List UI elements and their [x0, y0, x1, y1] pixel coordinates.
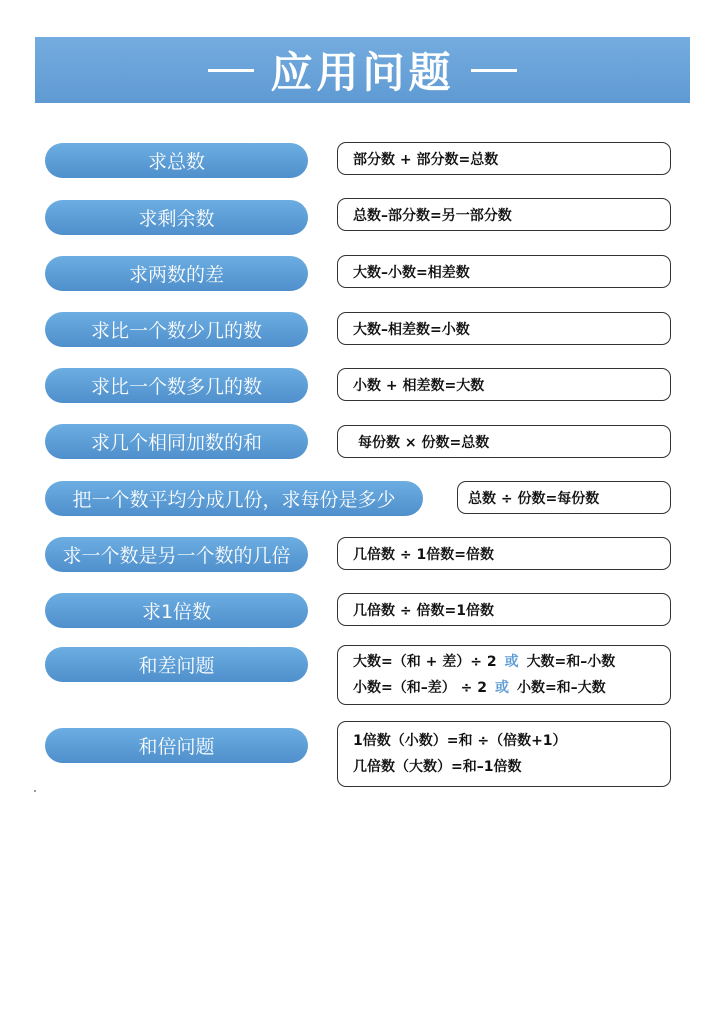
label-pill: 求比一个数多几的数 — [45, 368, 308, 403]
formula-box: 小数 + 相差数=大数 — [337, 368, 671, 401]
label-pill: 和差问题 — [45, 647, 308, 682]
formula-line — [353, 675, 670, 701]
formula-text: 大数=（和 + 差）÷ 2 — [353, 654, 497, 670]
formula-text: 小数=和–大数 — [516, 680, 606, 696]
page-title-text: 应用问题 — [270, 48, 455, 97]
or-word: 或 — [504, 654, 519, 670]
formula-text: 小数=（和–差） ÷ 2 — [353, 680, 487, 696]
formula-box — [337, 721, 671, 787]
page-title — [192, 40, 532, 100]
label-pill: 求几个相同加数的和 — [45, 424, 308, 459]
formula-box: 部分数 + 部分数=总数 — [337, 142, 671, 175]
formula-text: 1倍数（小数）=和 ÷（倍数+1） — [353, 733, 567, 749]
label-pill: 求剩余数 — [45, 200, 308, 235]
formula-box: 大数–相差数=小数 — [337, 312, 671, 345]
title-banner — [35, 37, 690, 103]
title-dash-right — [471, 69, 517, 72]
formula-text: 几倍数（大数）=和–1倍数 — [353, 759, 522, 775]
label-pill: 求总数 — [45, 143, 308, 178]
label-pill: 求两数的差 — [45, 256, 308, 291]
label-pill: 和倍问题 — [45, 728, 308, 763]
label-pill: 求一个数是另一个数的几倍 — [45, 537, 308, 572]
formula-box — [337, 645, 671, 705]
formula-box: 几倍数 ÷ 1倍数=倍数 — [337, 537, 671, 570]
label-pill: 求1倍数 — [45, 593, 308, 628]
stray-dot — [34, 790, 36, 792]
label-pill: 求比一个数少几的数 — [45, 312, 308, 347]
formula-text: 大数=和–小数 — [526, 654, 616, 670]
formula-box: 大数–小数=相差数 — [337, 255, 671, 288]
title-dash-left — [208, 69, 254, 72]
formula-box: 几倍数 ÷ 倍数=1倍数 — [337, 593, 671, 626]
formula-box: 总数 ÷ 份数=每份数 — [457, 481, 671, 514]
formula-box: 每份数 × 份数=总数 — [337, 425, 671, 458]
formula-line — [353, 649, 670, 675]
formula-box: 总数–部分数=另一部分数 — [337, 198, 671, 231]
or-word: 或 — [494, 680, 509, 696]
label-pill: 把一个数平均分成几份，求每份是多少 — [45, 481, 423, 516]
